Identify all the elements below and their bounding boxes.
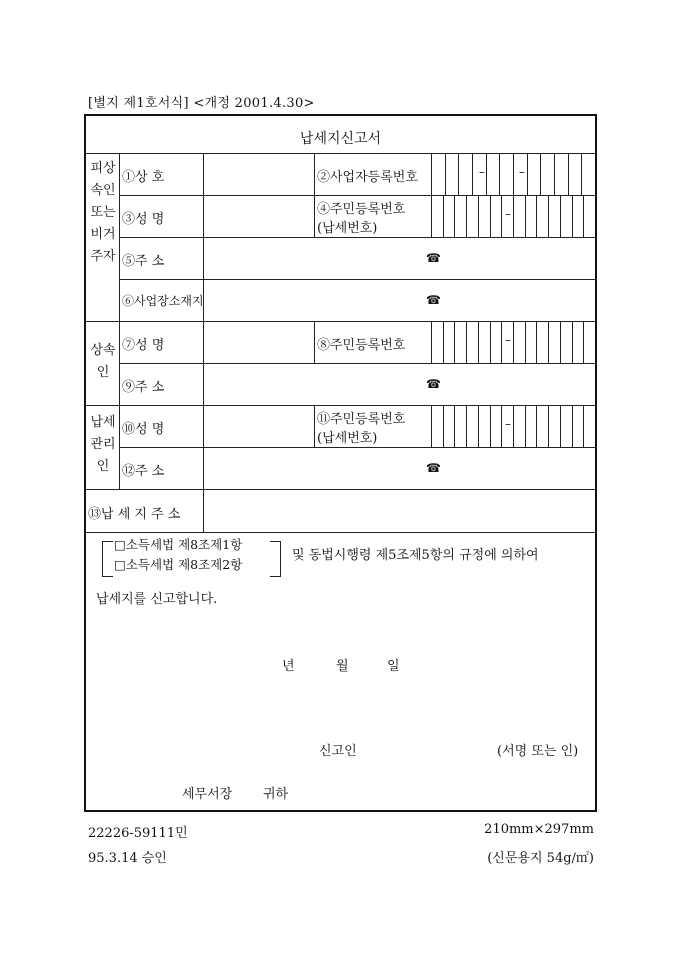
mid-column-divider bbox=[314, 153, 315, 237]
digit-box-divider bbox=[466, 195, 467, 237]
phone-icon: ☎ bbox=[426, 251, 441, 265]
digit-box-divider bbox=[560, 405, 561, 447]
paper-size: 210mm×297mm bbox=[484, 822, 594, 837]
digit-box-divider bbox=[490, 195, 491, 237]
digit-box-divider bbox=[513, 405, 514, 447]
digit-box-divider bbox=[458, 153, 459, 195]
trade-name-input[interactable] bbox=[204, 154, 314, 195]
digit-box-divider bbox=[431, 153, 432, 195]
right-bracket bbox=[270, 541, 281, 577]
left-bracket bbox=[102, 541, 113, 577]
digit-box-divider bbox=[499, 153, 500, 195]
heir-address-input[interactable] bbox=[204, 364, 595, 405]
label-business-location: ⑥사업장소재지 bbox=[122, 294, 204, 308]
label-resident-number: ④주민등록번호 bbox=[317, 202, 406, 217]
label-business-number: ②사업자등록번호 bbox=[317, 170, 418, 185]
honorific: 귀하 bbox=[263, 787, 289, 802]
digit-box-divider bbox=[454, 195, 455, 237]
digit-box-divider bbox=[513, 153, 514, 195]
phone-icon: ☎ bbox=[426, 293, 441, 307]
digit-box-divider bbox=[536, 405, 537, 447]
label-heir-name: ⑦성 명 bbox=[122, 338, 165, 353]
group-label-decedent bbox=[88, 158, 118, 268]
resident-number-boxes[interactable] bbox=[431, 195, 595, 237]
digit-box-divider bbox=[548, 405, 549, 447]
label-tax-location-address: ⑬납 세 지 주 소 bbox=[88, 507, 181, 522]
group-label-tax-manager bbox=[88, 412, 118, 478]
law-option-1[interactable]: □소득세법 제8조제1항 bbox=[114, 537, 243, 552]
business-number-boxes[interactable] bbox=[431, 153, 595, 195]
digit-box-divider bbox=[478, 321, 479, 363]
digit-box-divider bbox=[583, 405, 584, 447]
digit-box-divider bbox=[478, 195, 479, 237]
declaration-text: 납세지를 신고합니다. bbox=[96, 592, 218, 607]
digit-box-divider bbox=[431, 321, 432, 363]
number-dash: – bbox=[479, 165, 485, 179]
group-label-heir bbox=[88, 340, 118, 384]
tax-location-report-form bbox=[84, 114, 597, 812]
manager-address-input[interactable] bbox=[204, 448, 595, 489]
digit-box-divider bbox=[583, 195, 584, 237]
digit-box-divider bbox=[554, 153, 555, 195]
label-heir-resident-number: ⑧주민등록번호 bbox=[317, 338, 406, 353]
date-month-label: 월 bbox=[336, 659, 349, 674]
date-day-label: 일 bbox=[387, 659, 400, 674]
digit-box-divider bbox=[443, 405, 444, 447]
digit-box-divider bbox=[536, 321, 537, 363]
digit-box-divider bbox=[501, 321, 502, 363]
digit-box-divider bbox=[560, 321, 561, 363]
business-location-input[interactable] bbox=[204, 280, 595, 321]
digit-box-divider bbox=[525, 405, 526, 447]
digit-box-divider bbox=[466, 321, 467, 363]
digit-box-divider bbox=[454, 405, 455, 447]
digit-box-divider bbox=[486, 153, 487, 195]
digit-box-divider bbox=[540, 153, 541, 195]
digit-box-divider bbox=[478, 405, 479, 447]
digit-box-divider bbox=[431, 195, 432, 237]
digit-box-divider bbox=[536, 195, 537, 237]
number-dash: – bbox=[505, 333, 511, 347]
reporter-label: 신고인 bbox=[319, 744, 357, 759]
digit-box-divider bbox=[513, 321, 514, 363]
digit-box-divider bbox=[501, 405, 502, 447]
digit-box-divider bbox=[572, 195, 573, 237]
label-trade-name: ①상 호 bbox=[122, 170, 165, 185]
phone-icon: ☎ bbox=[426, 461, 441, 475]
phone-icon: ☎ bbox=[426, 377, 441, 391]
row-divider bbox=[86, 532, 595, 533]
mid-column-divider bbox=[314, 405, 315, 447]
label-manager-tax-number: (납세번호) bbox=[317, 431, 378, 446]
approval-date: 95.3.14 승인 bbox=[88, 851, 167, 866]
group-label-text: 납세 관리 인 bbox=[90, 415, 116, 474]
form-code: 22226-59111민 bbox=[88, 826, 188, 841]
group-label-text: 상속 인 bbox=[90, 343, 116, 380]
address-input[interactable] bbox=[204, 238, 595, 279]
form-title: 납세지신고서 bbox=[299, 131, 382, 147]
group-label-text: 피상 속인 또는 비거 주자 bbox=[90, 161, 116, 264]
digit-box-divider bbox=[490, 321, 491, 363]
heir-resident-number-boxes[interactable] bbox=[431, 321, 595, 363]
mid-column-divider bbox=[314, 321, 315, 363]
name-input[interactable] bbox=[204, 196, 314, 237]
tax-location-address-input[interactable] bbox=[204, 490, 595, 532]
label-manager-resident-number: ⑪주민등록번호 bbox=[317, 412, 406, 427]
digit-box-divider bbox=[466, 405, 467, 447]
heir-name-input[interactable] bbox=[204, 322, 314, 363]
digit-box-divider bbox=[513, 195, 514, 237]
label-name: ③성 명 bbox=[122, 212, 165, 227]
signature-label[interactable]: (서명 또는 인) bbox=[497, 744, 579, 759]
digit-box-divider bbox=[445, 153, 446, 195]
digit-box-divider bbox=[443, 321, 444, 363]
law-option-2[interactable]: □소득세법 제8조제2항 bbox=[114, 557, 243, 572]
digit-box-divider bbox=[490, 405, 491, 447]
group-column-divider bbox=[119, 153, 120, 489]
digit-box-divider bbox=[431, 405, 432, 447]
digit-box-divider bbox=[527, 153, 528, 195]
label-manager-address: ⑫주 소 bbox=[122, 464, 165, 479]
label-manager-name-text: ⑩성 명 bbox=[122, 422, 165, 437]
digit-box-divider bbox=[572, 321, 573, 363]
digit-box-divider bbox=[472, 153, 473, 195]
digit-box-divider bbox=[525, 195, 526, 237]
form-number-note: [별지 제1호서식] <개정 2001.4.30> bbox=[88, 96, 315, 111]
digit-box-divider bbox=[568, 153, 569, 195]
digit-box-divider bbox=[583, 321, 584, 363]
number-dash: – bbox=[505, 417, 511, 431]
digit-box-divider bbox=[560, 195, 561, 237]
label-address: ⑤주 소 bbox=[122, 254, 165, 269]
date-year-label: 년 bbox=[282, 659, 295, 674]
digit-box-divider bbox=[501, 195, 502, 237]
manager-resident-number-boxes[interactable] bbox=[431, 405, 595, 447]
paper-type: (신문용지 54g/㎡) bbox=[487, 851, 594, 866]
number-dash: – bbox=[505, 207, 511, 221]
law-reference-text: 및 동법시행령 제5조제5항의 규정에 의하여 bbox=[292, 548, 539, 563]
digit-box-divider bbox=[572, 405, 573, 447]
digit-box-divider bbox=[454, 321, 455, 363]
digit-box-divider bbox=[443, 195, 444, 237]
manager-name-input[interactable] bbox=[204, 406, 314, 447]
digit-box-divider bbox=[525, 321, 526, 363]
label-heir-address: ⑨주 소 bbox=[122, 380, 165, 395]
digit-box-divider bbox=[581, 153, 582, 195]
label-tax-number: (납세번호) bbox=[317, 221, 378, 236]
number-dash: – bbox=[519, 165, 525, 179]
digit-box-divider bbox=[548, 195, 549, 237]
digit-box-divider bbox=[548, 321, 549, 363]
tax-office-head: 세무서장 bbox=[182, 787, 233, 802]
